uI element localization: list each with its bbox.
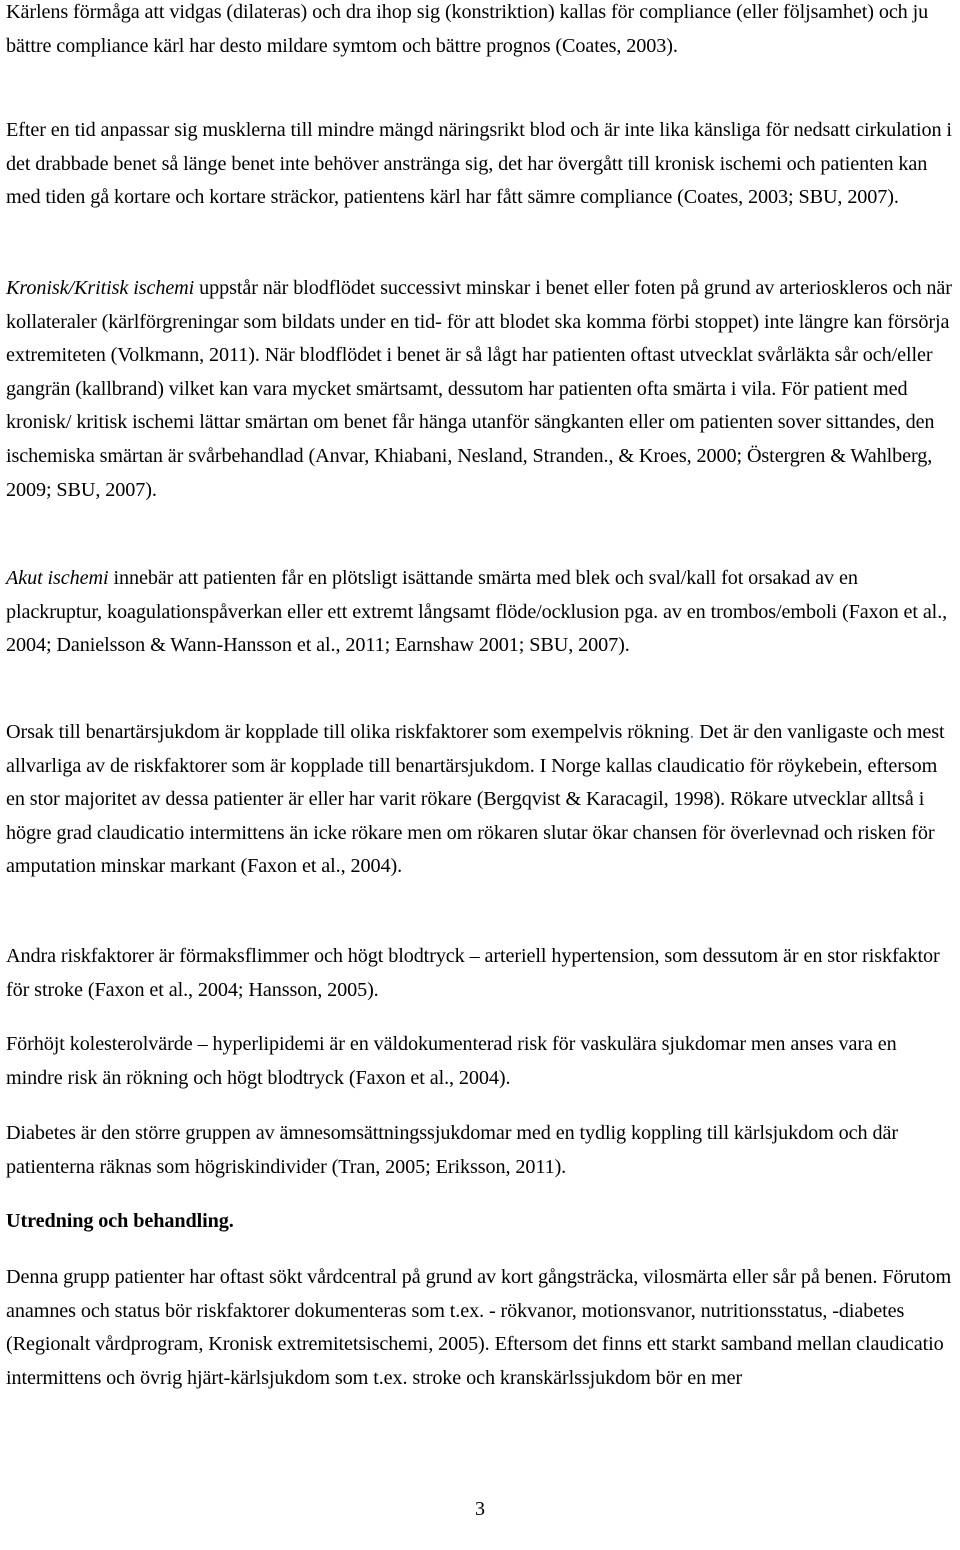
section-heading: Utredning och behandling.	[6, 1210, 234, 1232]
paragraph-risk-smoking-part-a: Orsak till benartärsjukdom är kopplade till olika riskfaktorer som exempelvis rökning	[6, 721, 690, 743]
paragraph-investigation: Denna grupp patienter har oftast sökt vårdcentral på grund av kort gångsträcka, vilosmärta eller sår på benen. Förutom anamnes och status bör riskfaktorer dokumenteras som t.ex. - rökvanor, motionsvanor, nutritionsstatus, -diabetes (Regionalt vårdprogram, Kronisk extremitetsischemi, 2005). Eftersom det finns ett starkt samband mellan claudicatio intermittens och övrig hjärt-kärlsjukdom som t.ex. stroke och kranskärlssjukdom bör en mer	[6, 1266, 952, 1389]
paragraph-chronic-ischemia	[6, 272, 956, 507]
paragraph-compliance: Kärlens förmåga att vidgas (dilateras) och dra ihop sig (konstriktion) kallas för compliance (eller följsamhet) och ju bättre compliance kärl har desto mildare symtom och bättre prognos (Coates, 2003).	[6, 1, 929, 57]
paragraph-muscle-adaptation: Efter en tid anpassar sig musklerna till mindre mängd näringsrikt blod och är inte lika känsliga för nedsatt cirkulation i det drabbade benet så länge benet inte behöver anstränga sig, det har övergått till kronisk ischemi och patienten kan med tiden gå kortare och kortare sträckor, patientens kärl har fått sämre compliance (Coates, 2003; SBU, 2007).	[6, 119, 952, 209]
page-number: 3	[475, 1498, 485, 1520]
paragraph-acute-ischemia	[6, 562, 956, 663]
paragraph-risk-hypertension: Andra riskfaktorer är förmaksflimmer och högt blodtryck – arteriell hypertension, som dessutom är en stor riskfaktor för stroke (Faxon et al., 2004; Hansson, 2005).	[6, 945, 940, 1001]
paragraph-risk-smoking-part-b: Det är den vanligaste och mest allvarliga av de riskfaktorer som är kopplade till benartärsjukdom. I Norge kallas claudicatio för röykebein, eftersom en stor majoritet av dessa patienter är eller har varit rökare (Bergqvist & Karacagil, 1998). Rökare utvecklar alltså i högre grad claudicatio intermittens än icke rökare men om rökaren slutar ökar chansen för överlevnad och risken för amputation minskar markant (Faxon et al., 2004).	[6, 721, 945, 878]
paragraph-chronic-ischemia-text: uppstår när blodflödet successivt minskar i benet eller foten på grund av arterioskleros och när kollateraler (kärlförgreningar som bildats under en tid- för att blodet ska komma förbi stoppet) inte längre kan försörja extremiteten (Volkmann, 2011). När blodflödet i benet är så lågt har patienten oftast utvecklat svårläkta sår och/eller gangrän (kallbrand) vilket kan vara mycket smärtsamt, dessutom har patienten ofta smärta i vila. För patient med kronisk/ kritisk ischemi lättar smärtan om benet får hänga utanför sängkanten eller om patienten sover sittandes, den ischemiska smärtan är svårbehandlad (Anvar, Khiabani, Nesland, Stranden., & Kroes, 2000; Östergren & Wahlberg, 2009; SBU, 2007).	[6, 277, 952, 501]
paragraph-acute-ischemia-text: innebär att patienten får en plötsligt isättande smärta med blek och sval/kall fot orsakad av en plackruptur, koagulationspåverkan eller ett extremt långsamt flöde/ocklusion pga. av en trombos/emboli (Faxon et al., 2004; Danielsson & Wann-Hansson et al., 2011; Earnshaw 2001; SBU, 2007).	[6, 567, 948, 657]
paragraph-risk-cholesterol: Förhöjt kolesterolvärde – hyperlipidemi är en väldokumenterad risk för vaskulära sjukdomar men anses vara en mindre risk än rökning och högt blodtryck (Faxon et al., 2004).	[6, 1033, 897, 1089]
paragraph-risk-smoking	[6, 716, 956, 884]
colored-period: .	[689, 721, 695, 743]
term-chronic-ischemia: Kronisk/Kritisk ischemi	[6, 277, 195, 299]
term-acute-ischemia: Akut ischemi	[6, 567, 109, 589]
paragraph-risk-diabetes: Diabetes är den större gruppen av ämnesomsättningssjukdomar med en tydlig koppling till kärlsjukdom och där patienterna räknas som högriskindivider (Tran, 2005; Eriksson, 2011).	[6, 1122, 898, 1178]
